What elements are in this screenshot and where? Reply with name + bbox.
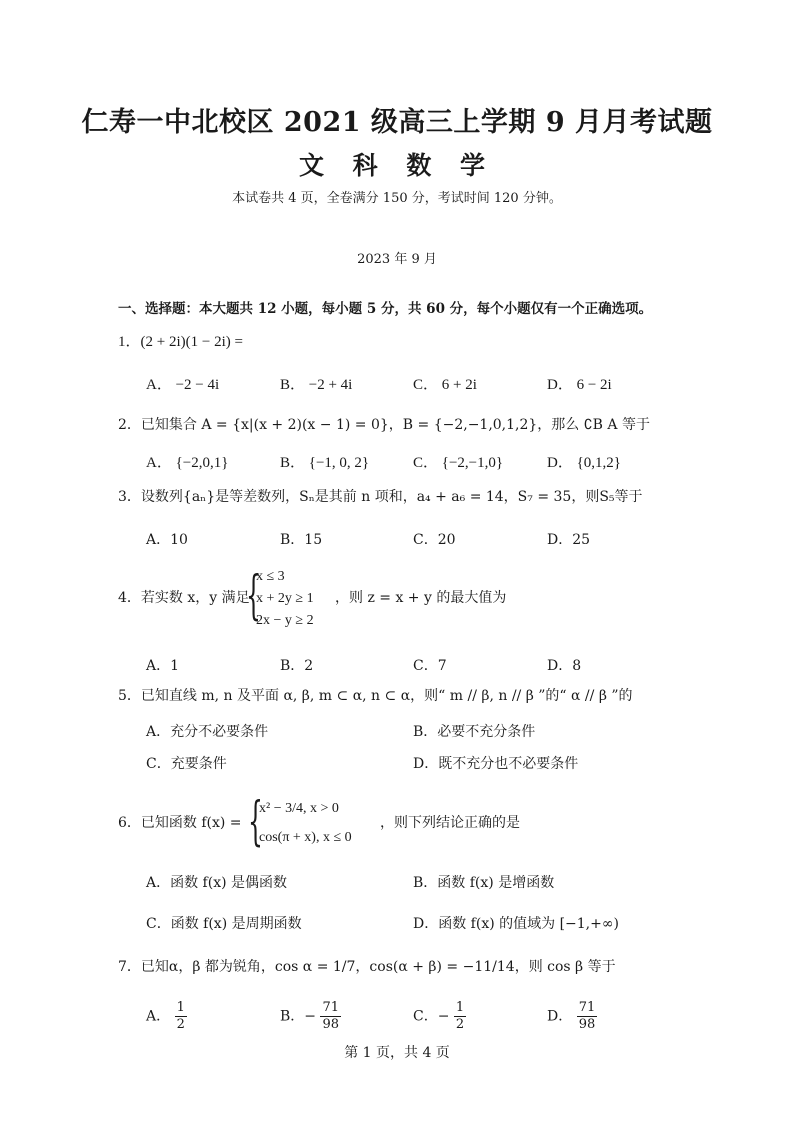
q1-option-a: A． −2 − 4i bbox=[146, 377, 220, 393]
q7-option-d bbox=[547, 1000, 597, 1033]
exam-note: 本试卷共 4 页，全卷满分 150 分，考试时间 120 分钟。 bbox=[232, 191, 562, 206]
q6-stem-pre: 6．已知函数 f(x) = bbox=[118, 815, 242, 831]
q2-stem: 2．已知集合 A = {x|(x + 2)(x − 1) = 0}，B = {−2,−1,0,1,2}，那么 ∁B A 等于 bbox=[118, 417, 650, 433]
q7-option-c-denominator: 2 bbox=[455, 1017, 465, 1032]
q1-option-c: C． 6 + 2i bbox=[413, 377, 477, 393]
q7-option-c-label: C．− bbox=[413, 1008, 450, 1025]
q1-stem: 1．(2 + 2i)(1 − 2i) = bbox=[118, 334, 243, 350]
q2-option-d: D． {0,1,2} bbox=[547, 455, 621, 471]
q3-option-c: C．20 bbox=[413, 532, 456, 548]
q2-option-a: A． {−2,0,1} bbox=[146, 455, 229, 471]
q4-option-d: D．8 bbox=[547, 658, 582, 674]
q2-option-b: B． {−1, 0, 2} bbox=[280, 455, 370, 471]
q5-option-c: C．充要条件 bbox=[146, 756, 227, 772]
q7-option-b-numerator: 71 bbox=[322, 1000, 340, 1015]
q7-option-c-numerator: 1 bbox=[455, 1000, 465, 1015]
q7-option-a bbox=[146, 1000, 187, 1033]
q7-option-a-denominator: 2 bbox=[176, 1017, 185, 1032]
q7-stem: 7．已知α，β 都为锐角，cos α = 1/7，cos(α + β) = −11/14，则 cos β 等于 bbox=[118, 959, 616, 975]
q7-option-b bbox=[280, 1000, 341, 1033]
q7-option-d-label: D． bbox=[547, 1008, 573, 1025]
q3-stem: 3．设数列{aₙ}是等差数列，Sₙ是其前 n 项和，a₄ + a₆ = 14，S₇ = 35，则S₅等于 bbox=[118, 489, 643, 505]
q6-option-a: A．函数 f(x) 是偶函数 bbox=[146, 875, 288, 891]
q7-option-b-label: B．− bbox=[280, 1008, 317, 1025]
q6-option-c: C．函数 f(x) 是周期函数 bbox=[146, 916, 302, 932]
q6-brace: { bbox=[248, 792, 263, 852]
q6-option-b: B．函数 f(x) 是增函数 bbox=[413, 875, 555, 891]
q7-option-a-fraction bbox=[175, 1000, 187, 1033]
q6-case-2: cos(π + x), x ≤ 0 bbox=[259, 830, 352, 845]
q6-case-1: x² − 3/4, x > 0 bbox=[259, 801, 339, 816]
q4-option-c: C．7 bbox=[413, 658, 447, 674]
q4-constraint-1: x ≤ 3 bbox=[256, 569, 285, 584]
q4-constraint-2: x + 2y ≥ 1 bbox=[256, 591, 314, 606]
q3-option-b: B．15 bbox=[280, 532, 323, 548]
q7-option-d-denominator: 98 bbox=[578, 1017, 596, 1032]
exam-title: 仁寿一中北校区 2021 级高三上学期 9 月月考试题 bbox=[81, 107, 713, 138]
q4-stem-pre: 4．若实数 x，y 满足 bbox=[118, 590, 250, 606]
exam-subject: 文 科 数 学 bbox=[298, 151, 496, 180]
q1-option-d: D． 6 − 2i bbox=[547, 377, 612, 393]
q4-brace: { bbox=[246, 566, 261, 626]
exam-date: 2023 年 9 月 bbox=[357, 252, 437, 267]
q4-stem-post: ，则 z = x + y 的最大值为 bbox=[335, 590, 507, 606]
q7-option-a-label: A． bbox=[146, 1008, 171, 1025]
q7-option-b-fraction bbox=[320, 1000, 341, 1033]
q3-option-d: D．25 bbox=[547, 532, 591, 548]
q5-option-a: A．充分不必要条件 bbox=[146, 724, 269, 740]
section-heading: 一、选择题：本大题共 12 小题，每小题 5 分，共 60 分，每个小题仅有一个正确选项。 bbox=[118, 301, 653, 317]
q7-option-c-fraction bbox=[454, 1000, 466, 1033]
q4-constraint-3: 2x − y ≥ 2 bbox=[256, 613, 314, 628]
page-footer: 第 1 页，共 4 页 bbox=[344, 1045, 450, 1061]
q7-option-d-numerator: 71 bbox=[578, 1000, 596, 1015]
q6-option-d: D．函数 f(x) 的值域为 [−1,+∞) bbox=[413, 916, 619, 932]
q5-option-d: D．既不充分也不必要条件 bbox=[413, 756, 579, 772]
q2-option-c: C． {−2,−1,0} bbox=[413, 455, 504, 471]
q7-option-a-numerator: 1 bbox=[176, 1000, 185, 1015]
q3-option-a: A．10 bbox=[146, 532, 188, 548]
q7-option-b-denominator: 98 bbox=[322, 1017, 340, 1032]
q4-option-a: A．1 bbox=[146, 658, 180, 674]
q6-stem-post: ，则下列结论正确的是 bbox=[380, 815, 520, 831]
q5-option-b: B．必要不充分条件 bbox=[413, 724, 536, 740]
q5-stem: 5．已知直线 m, n 及平面 α, β, m ⊂ α, n ⊂ α，则“ m // β, n // β ”的“ α // β ”的 bbox=[118, 688, 633, 704]
q1-option-b: B． −2 + 4i bbox=[280, 377, 353, 393]
q4-option-b: B．2 bbox=[280, 658, 314, 674]
q7-option-c bbox=[413, 1000, 466, 1033]
q7-option-d-fraction bbox=[577, 1000, 598, 1033]
